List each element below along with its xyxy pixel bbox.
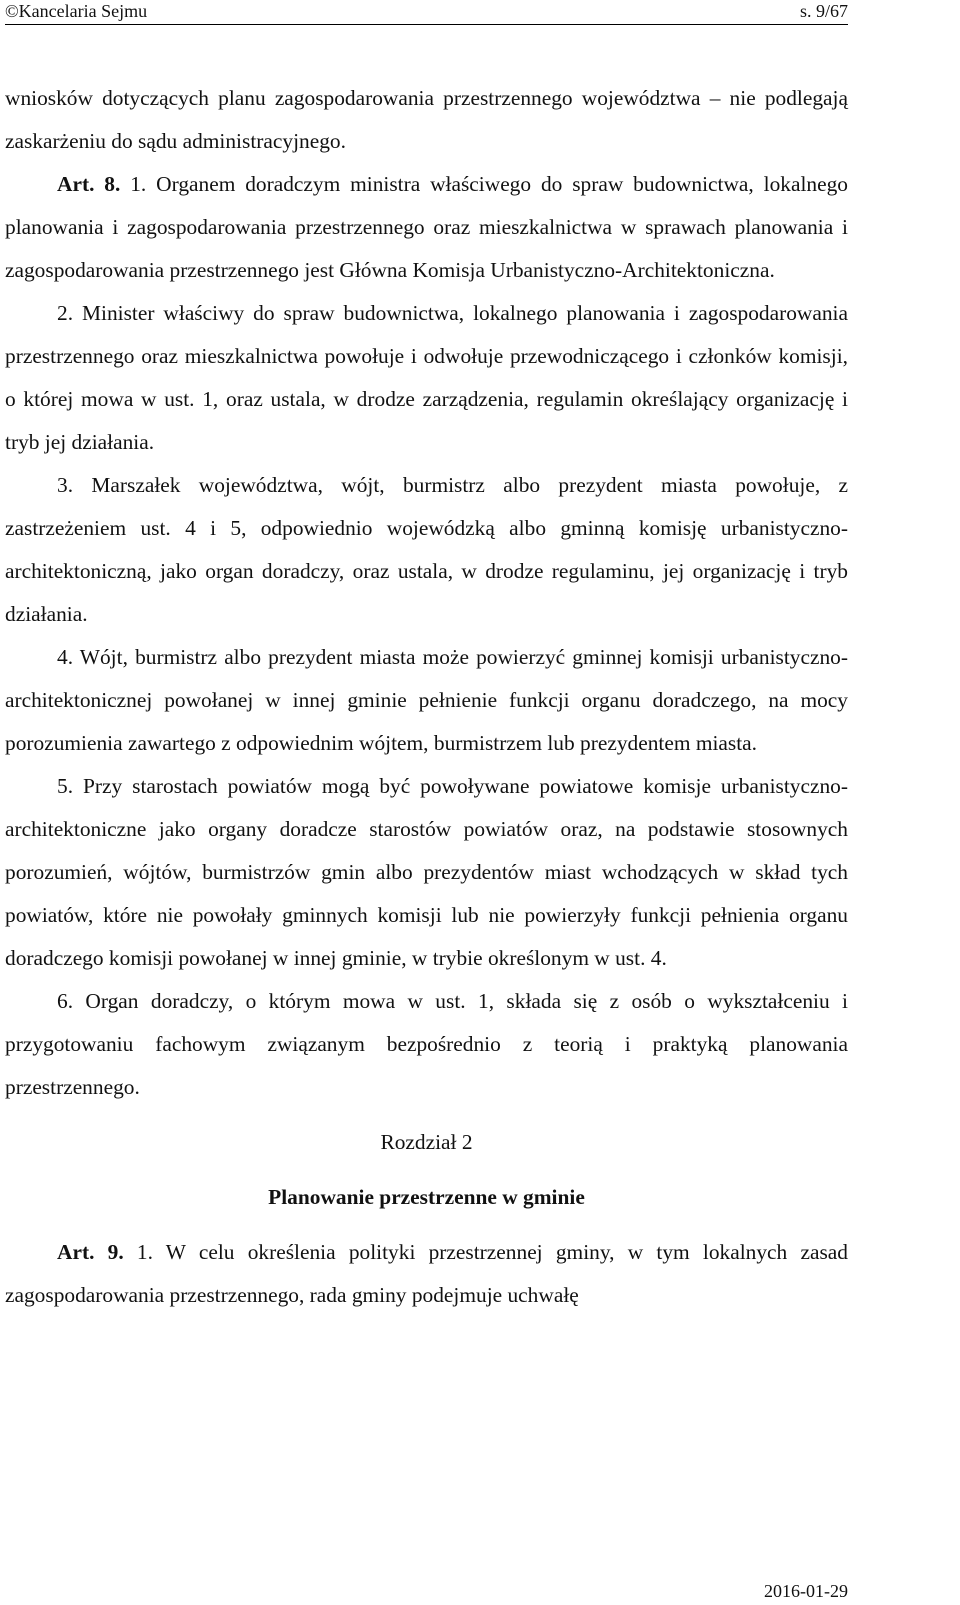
footer-date: 2016-01-29	[764, 1581, 848, 1601]
art8-ust3: 3. Marszałek województwa, wójt, burmistrz albo prezydent miasta powołuje, z zastrzeżeniem ust. 4 i 5, odpowiednio wojewódzką albo gminną komisję urbanistyczno-architektoniczną, jako organ doradczy, oraz ustala, w drodze regulaminu, jej organizację i tryb działania.	[5, 473, 848, 626]
art8-ust1-text: 1. Organem doradczym ministra właściwego do spraw budownictwa, lokalnego planowania i zagospodarowania przestrzennego oraz mieszkalnictwa w sprawach planowania i zagospodarowania przestrzennego jest Główna Komisja Urbanistyczno-Architektoniczna.	[5, 172, 848, 282]
article-label: Art. 8.	[57, 172, 121, 196]
chapter-number: Rozdział 2	[380, 1130, 473, 1154]
art8-ust5: 5. Przy starostach powiatów mogą być powoływane powiatowe komisje urbanistyczno-architektoniczne jako organy doradcze starostów powiatów oraz, na podstawie stosownych porozumień, wójtów, burmistrzów gmin albo prezydentów miast wchodzących w skład tych powiatów, które nie powołały gminnych komisji lub nie powierzyły funkcji pełnienia organu doradczego komisji powołanej w innej gminie, w trybie określonym w ust. 4.	[5, 774, 848, 970]
art8-ust2: 2. Minister właściwy do spraw budownictwa, lokalnego planowania i zagospodarowania przestrzennego oraz mieszkalnictwa powołuje i odwołuje przewodniczącego i członków komisji, o której mowa w ust. 1, oraz ustala, w drodze zarządzenia, regulamin określający organizację i tryb jej działania.	[5, 301, 848, 454]
art8-ust4: 4. Wójt, burmistrz albo prezydent miasta może powierzyć gminnej komisji urbanistyczno-architektonicznej powołanej w innej gminie pełnienie funkcji organu doradczego, na mocy porozumienia zawartego z odpowiednim wójtem, burmistrzem lub prezydentem miasta.	[5, 645, 848, 755]
art8-ust1	[5, 163, 848, 292]
art8-ust6: 6. Organ doradczy, o którym mowa w ust. 1, składa się z osób o wykształceniu i przygotowaniu fachowym związanym bezpośrednio z teorią i praktyką planowania przestrzennego.	[5, 989, 848, 1099]
header-publisher: ©Kancelaria Sejmu	[5, 1, 148, 21]
header-page-number: s. 9/67	[799, 1, 848, 21]
chapter-title: Planowanie przestrzenne w gminie	[268, 1185, 585, 1209]
paragraph-continuation: wniosków dotyczących planu zagospodarowania przestrzennego województwa – nie podlegają zaskarżeniu do sądu administracyjnego.	[5, 86, 848, 153]
art9-ust1	[5, 1231, 848, 1317]
article-label: Art. 9.	[57, 1240, 124, 1264]
page-header	[5, 0, 848, 25]
document-body	[5, 77, 848, 1317]
art9-ust1-text: 1. W celu określenia polityki przestrzennej gminy, w tym lokalnych zasad zagospodarowania przestrzennego, rada gminy podejmuje uchwałę	[5, 1240, 848, 1307]
